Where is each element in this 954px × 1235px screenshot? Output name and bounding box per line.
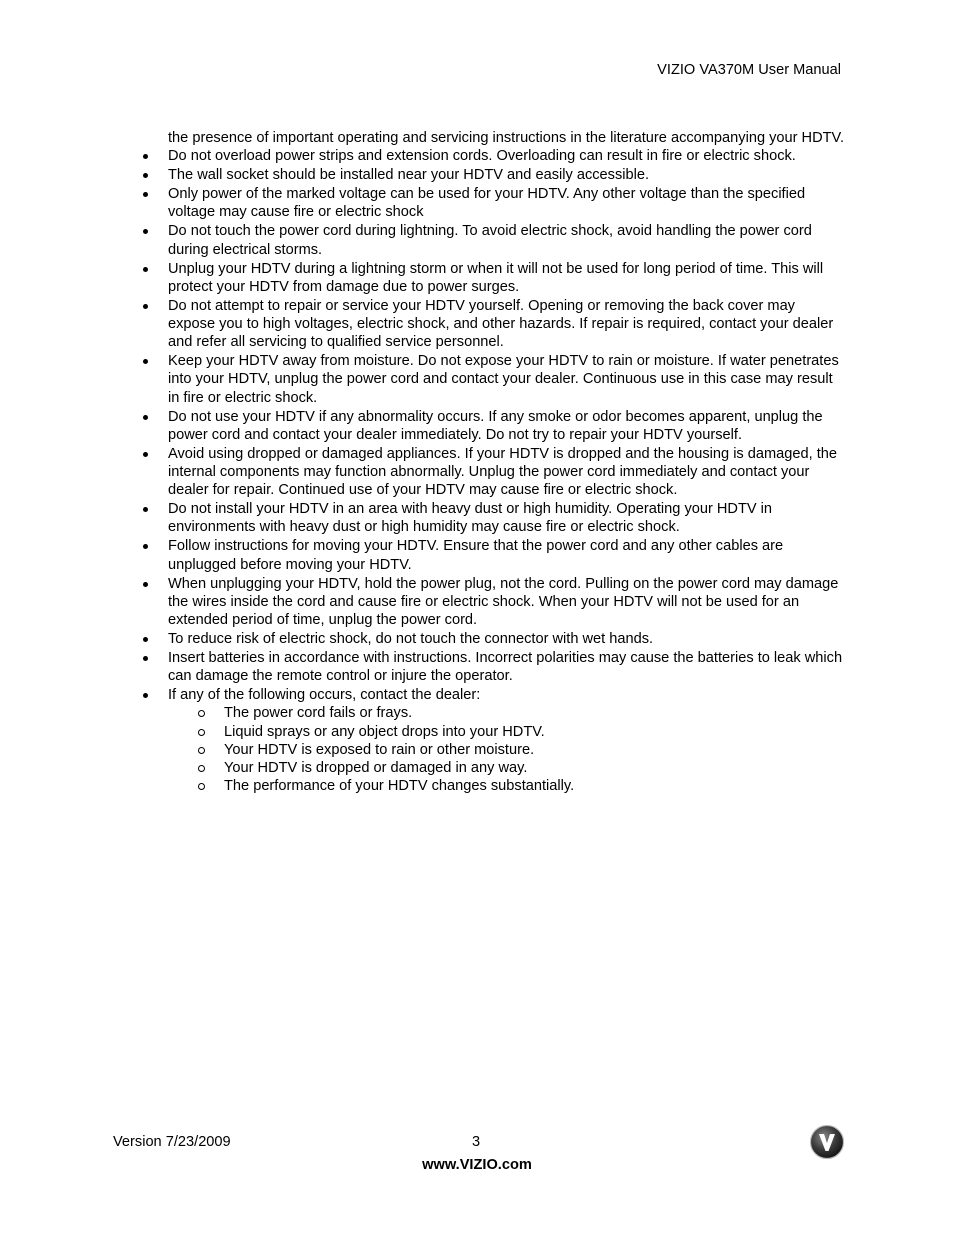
sub-list-item-text: Your HDTV is exposed to rain or other moisture. [224, 741, 535, 758]
list-item-text: Insert batteries in accordance with instructions. Incorrect polarities may cause the batteries to leak which can damage the remote control or injure the operator. [168, 650, 843, 685]
list-item [140, 686, 845, 795]
list-item-text: To reduce risk of electric shock, do not touch the connector with wet hands. [168, 631, 654, 648]
sub-list-item-text: Liquid sprays or any object drops into your HDTV. [224, 723, 545, 740]
list-item [140, 537, 845, 573]
vizio-logo-icon [809, 1124, 845, 1160]
list-item [140, 649, 845, 685]
continuation-paragraph: the presence of important operating and servicing instructions in the literature accompanying your HDTV. [168, 130, 844, 146]
list-item [140, 147, 845, 165]
sub-list-item-text: Your HDTV is dropped or damaged in any way. [224, 760, 528, 777]
list-item-text: Do not touch the power cord during lightning. To avoid electric shock, avoid handling the power cord during electrical storms. [168, 223, 812, 258]
list-item [140, 500, 845, 536]
list-item [140, 408, 845, 444]
list-item-text: Do not use your HDTV if any abnormality occurs. If any smoke or odor becomes apparent, unplug the power cord and contact your dealer immediately. Do not try to repair your HDTV yourself. [168, 408, 823, 443]
list-item-text: Do not install your HDTV in an area with heavy dust or high humidity. Operating your HDTV in environments with heavy dust or high humidity may cause fire or electric shock. [168, 501, 773, 536]
list-item [140, 630, 845, 648]
sub-list-item-text: The power cord fails or frays. [224, 705, 413, 722]
list-item-text: Do not attempt to repair or service your HDTV yourself. Opening or removing the back cover may expose you to high voltages, electric shock, and other hazards. If repair is required, contact your dealer and refer all servicing to qualified service personnel. [168, 297, 834, 351]
list-item [140, 297, 845, 352]
list-item [140, 352, 845, 407]
list-item [140, 445, 845, 500]
manual-body [140, 129, 845, 796]
list-item-text: The wall socket should be installed near your HDTV and easily accessible. [168, 167, 650, 184]
list-item-text: Follow instructions for moving your HDTV. Ensure that the power cord and any other cables are unplugged before moving your HDTV. [168, 538, 784, 573]
list-item-text: Only power of the marked voltage can be used for your HDTV. Any other voltage than the specified voltage may cause fire or electric shock [168, 186, 806, 221]
sub-list-item [168, 759, 845, 777]
list-item-text: When unplugging your HDTV, hold the power plug, not the cord. Pulling on the power cord may damage the wires inside the cord and cause fire or electric shock. When your HDTV will not be used for an extended period of time, unplug the power cord. [168, 575, 839, 629]
page-header-title: VIZIO VA370M User Manual [657, 62, 841, 78]
sub-list-item-text: The performance of your HDTV changes substantially. [224, 778, 575, 795]
sub-list-item [168, 723, 845, 741]
page-number: 3 [472, 1134, 481, 1150]
list-item [140, 185, 845, 221]
list-item [140, 260, 845, 296]
footer-url: www.VIZIO.com [422, 1157, 532, 1173]
list-item-text: Avoid using dropped or damaged appliances. If your HDTV is dropped and the housing is damaged, the internal components may function abnormally. Unplug the power cord immediately and contact your dealer for repair. Continued use of your HDTV may cause fire or electric shock. [168, 445, 838, 499]
list-item-text: If any of the following occurs, contact the dealer: [168, 687, 481, 704]
sub-list-item [168, 741, 845, 759]
list-item-text: Unplug your HDTV during a lightning storm or when it will not be used for long period of time. This will protect your HDTV from damage due to power surges. [168, 260, 824, 295]
list-item [140, 575, 845, 630]
sub-list-item [168, 704, 845, 722]
sub-list-item [168, 777, 845, 795]
dealer-conditions-sublist [168, 704, 845, 795]
safety-bullet-list [140, 147, 845, 795]
list-item [140, 222, 845, 258]
list-item [140, 166, 845, 184]
footer-version: Version 7/23/2009 [113, 1134, 231, 1150]
list-item-text: Do not overload power strips and extension cords. Overloading can result in fire or electric shock. [168, 148, 796, 165]
list-item-text: Keep your HDTV away from moisture. Do not expose your HDTV to rain or moisture. If water penetrates into your HDTV, unplug the power cord and contact your dealer. Continuous use in this case may result in fire or electric shock. [168, 353, 839, 406]
